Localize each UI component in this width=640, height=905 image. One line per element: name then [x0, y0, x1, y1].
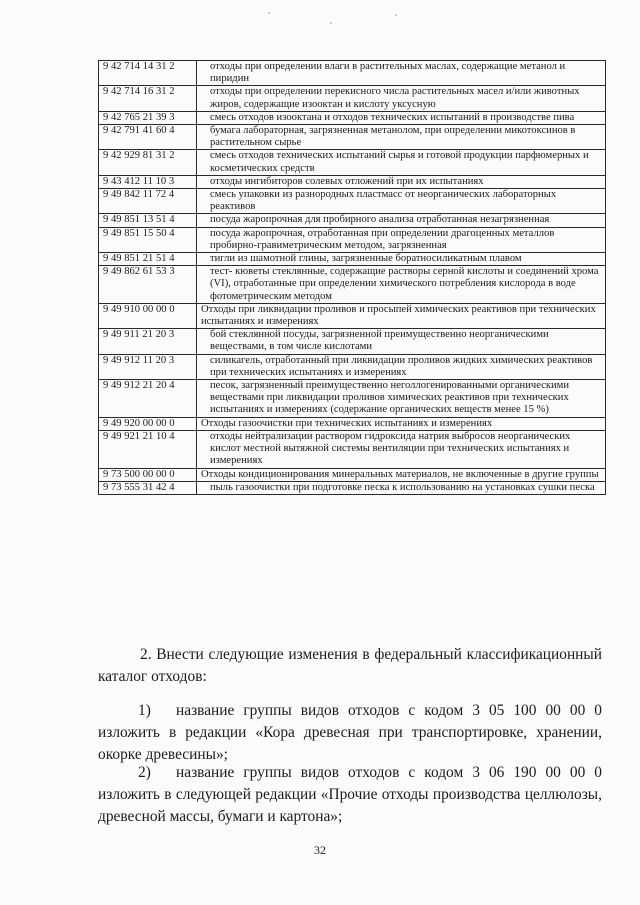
table-row	[99, 111, 606, 124]
waste-code-cell: 9 49 851 21 51 4	[99, 253, 197, 266]
table-row	[99, 468, 606, 481]
paragraph-2	[98, 644, 602, 688]
waste-group-name-cell: Отходы газоочистки при технических испытаниях и измерениях	[197, 417, 606, 430]
waste-code-cell: 9 49 911 21 20 3	[99, 329, 197, 354]
scan-speck	[268, 12, 270, 14]
waste-code-cell: 9 42 714 16 31 2	[99, 86, 197, 111]
waste-description-cell: отходы при определении влаги в растительных маслах, содержащие метанол и пиридин	[197, 61, 606, 86]
waste-code-cell: 9 49 851 15 50 4	[99, 227, 197, 252]
waste-description-cell: отходы ингибиторов солевых отложений при их испытаниях	[197, 175, 606, 188]
waste-description-cell: бой стеклянной посуды, загрязненной преимущественно неорганическими веществами, в том числе кислотами	[197, 329, 606, 354]
waste-code-cell: 9 73 500 00 00 0	[99, 468, 197, 481]
waste-code-cell: 9 49 862 61 53 3	[99, 266, 197, 304]
waste-code-cell: 9 49 910 00 00 0	[99, 303, 197, 328]
waste-codes-table	[98, 60, 606, 495]
table-row	[99, 303, 606, 328]
table-row	[99, 329, 606, 354]
waste-code-cell: 9 42 714 14 31 2	[99, 61, 197, 86]
table-row	[99, 189, 606, 214]
list-item-2	[98, 762, 602, 828]
waste-description-cell: смесь отходов изооктана и отходов технических испытаний в производстве пива	[197, 111, 606, 124]
waste-code-cell: 9 73 555 31 42 4	[99, 481, 197, 494]
waste-code-cell: 9 49 912 11 20 3	[99, 354, 197, 379]
page-number: 32	[314, 843, 326, 857]
waste-group-name-cell: Отходы при ликвидации проливов и просыпей химических реактивов при технических испытаниях и измерениях	[197, 303, 606, 328]
table-row	[99, 481, 606, 494]
waste-codes-table-body	[99, 61, 606, 495]
list-item-1	[98, 700, 602, 766]
waste-description-cell: песок, загрязненный преимущественно неголлогенированными органическими веществами при ликвидации проливов химических реактивов при технических испытаниях и измерениях (содержание органических веществ менее 15 %)	[197, 380, 606, 418]
list-item-2-text: название группы видов отходов с кодом 3 06 190 00 00 0 изложить в следующей редакции «Прочие отходы производства целлюлозы, древесной массы, бумаги и картона»;	[98, 764, 602, 825]
waste-description-cell: тест- кюветы стеклянные, содержащие растворы серной кислоты и соединений хрома (VI), отработанные при определении химического потребления кислорода в воде фотометрическим методом	[197, 266, 606, 304]
table-row	[99, 214, 606, 227]
table-row	[99, 61, 606, 86]
table-row	[99, 253, 606, 266]
waste-code-cell: 9 42 765 21 39 3	[99, 111, 197, 124]
table-row	[99, 125, 606, 150]
list-item-1-text: название группы видов отходов с кодом 3 05 100 00 00 0 изложить в редакции «Кора древесная при транспортировке, хранении, окорке древесины»;	[98, 702, 602, 763]
waste-description-cell: пыль газоочистки при подготовке песка к использованию на установках сушки песка	[197, 481, 606, 494]
list-item-2-number: 2)	[138, 764, 151, 781]
paragraph-2-text: 2. Внести следующие изменения в федеральный классификационный каталог отходов:	[98, 646, 602, 685]
table-row	[99, 175, 606, 188]
waste-code-cell: 9 49 851 13 51 4	[99, 214, 197, 227]
waste-code-cell: 9 42 791 41 60 4	[99, 125, 197, 150]
waste-group-name-cell: Отходы кондиционирования минеральных материалов, не включенные в другие группы	[197, 468, 606, 481]
waste-code-cell: 9 49 912 21 20 4	[99, 380, 197, 418]
table-row	[99, 86, 606, 111]
waste-description-cell: посуда жаропрочная для пробирного анализа отработанная незагрязненная	[197, 214, 606, 227]
waste-description-cell: силикагель, отработанный при ликвидации проливов жидких химических реактивов при технических испытаниях и измерениях	[197, 354, 606, 379]
waste-code-cell: 9 49 842 11 72 4	[99, 189, 197, 214]
table-row	[99, 430, 606, 468]
waste-code-cell: 9 49 921 21 10 4	[99, 430, 197, 468]
waste-description-cell: тигли из шамотной глины, загрязненные боратносиликатным плавом	[197, 253, 606, 266]
table-row	[99, 380, 606, 418]
waste-code-cell: 9 49 920 00 00 0	[99, 417, 197, 430]
waste-description-cell: бумага лабораторная, загрязненная метанолом, при определении микотоксинов в растительном сырье	[197, 125, 606, 150]
waste-description-cell: отходы нейтрализации раствором гидроксида натрия выбросов неорганических кислот местной вытяжной системы вентиляции при технических испытаниях и измерениях	[197, 430, 606, 468]
scan-speck	[395, 14, 397, 16]
list-item-1-number: 1)	[138, 702, 151, 719]
table-row	[99, 354, 606, 379]
waste-description-cell: отходы при определении перекисного числа растительных масел и/или животных жиров, содержащие изооктан и кислоту уксусную	[197, 86, 606, 111]
waste-description-cell: смесь отходов технических испытаний сырья и готовой продукции парфюмерных и косметических средств	[197, 150, 606, 175]
waste-description-cell: смесь упаковки из разнородных пластмасс от неорганических лабораторных реактивов	[197, 189, 606, 214]
table-row	[99, 266, 606, 304]
table-row	[99, 150, 606, 175]
table-row	[99, 227, 606, 252]
scan-speck	[330, 22, 332, 24]
waste-code-cell: 9 43 412 11 10 3	[99, 175, 197, 188]
waste-code-cell: 9 42 929 81 31 2	[99, 150, 197, 175]
waste-description-cell: посуда жаропрочная, отработанная при определении драгоценных металлов пробирно-гравиметрическим методом, загрязненная	[197, 227, 606, 252]
table-row	[99, 417, 606, 430]
